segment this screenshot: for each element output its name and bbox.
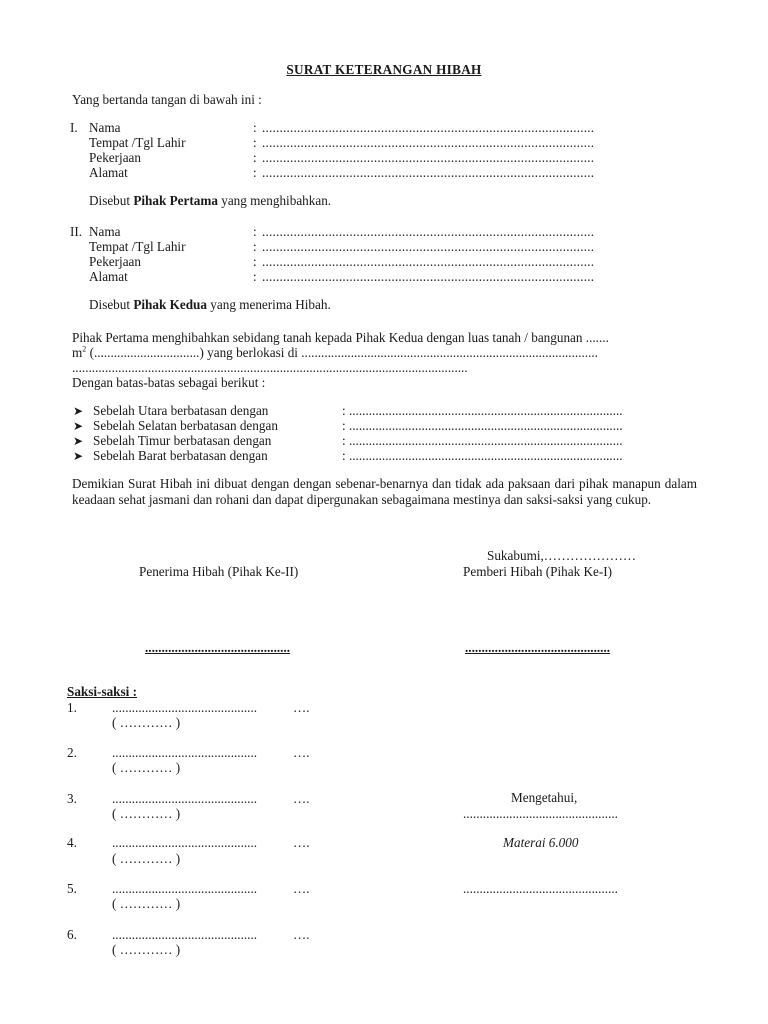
land-line-2	[72, 345, 598, 361]
party1-birth-colon: :	[253, 135, 257, 150]
witness-name-field[interactable]: ............................................	[112, 700, 258, 715]
land-unit-sup: 2	[82, 344, 87, 354]
acknowledge-label: Mengetahui,	[511, 790, 578, 805]
party2-description	[89, 297, 331, 313]
giver-signature-line[interactable]: ............................................	[465, 640, 611, 655]
witness-paren-field[interactable]: ( ………… )	[112, 942, 181, 957]
witness-number: 1.	[67, 700, 77, 715]
witness-signature-field[interactable]: ….	[293, 835, 310, 850]
party2-address-label: Alamat	[89, 269, 128, 284]
witness-name-field[interactable]: ............................................	[112, 927, 258, 942]
witness-signature-field[interactable]: ….	[293, 745, 310, 760]
witness-paren-field[interactable]: ( ………… )	[112, 715, 181, 730]
land-location[interactable]: (................................) yang berlokasi di ..........................................................................................	[86, 345, 598, 360]
witness-signature-field[interactable]: ….	[293, 791, 310, 806]
party2-desc-suffix: yang menerima Hibah.	[206, 297, 331, 312]
party1-birth-field[interactable]: ...............................................................................................	[262, 135, 595, 150]
witness-number: 6.	[67, 927, 77, 942]
witness-paren-field[interactable]: ( ………… )	[112, 896, 181, 911]
party1-description	[89, 193, 331, 209]
party1-address-label: Alamat	[89, 165, 128, 180]
party1-birth-label: Tempat /Tgl Lahir	[89, 135, 186, 150]
closing-paragraph: Demikian Surat Hibah ini dibuat dengan dengan sebenar-benarnya dan tidak ada paksaan dari pihak manapun dalam keadaan sehat jasmani dan rohani dan dapat dipergunakan sebagaimana mestinya dan saksi-saksi yang cukup.	[72, 476, 697, 507]
bullet-arrow-icon: ➤	[73, 434, 84, 448]
document-title: SURAT KETERANGAN HIBAH	[286, 62, 482, 77]
land-line-1: Pihak Pertama menghibahkan sebidang tanah kepada Pihak Kedua dengan luas tanah / bangunan .......	[72, 330, 609, 345]
boundary-north-label: Sebelah Utara berbatasan dengan	[93, 403, 269, 418]
boundary-east-label: Sebelah Timur berbatasan dengan	[93, 433, 272, 448]
bullet-arrow-icon: ➤	[73, 419, 84, 433]
party2-birth-colon: :	[253, 239, 257, 254]
witness-name-field[interactable]: ............................................	[112, 835, 258, 850]
witness-number: 5.	[67, 881, 77, 896]
witness-name-field[interactable]: ............................................	[112, 881, 258, 896]
party2-birth-label: Tempat /Tgl Lahir	[89, 239, 186, 254]
witness-paren-field[interactable]: ( ………… )	[112, 760, 181, 775]
party1-job-label: Pekerjaan	[89, 150, 141, 165]
witness-signature-field[interactable]: ….	[293, 700, 310, 715]
witness-paren-field[interactable]: ( ………… )	[112, 806, 181, 821]
party2-name-field[interactable]: ...............................................................................................	[262, 224, 595, 239]
party2-address-field[interactable]: ...............................................................................................	[262, 269, 595, 284]
witness-paren-field[interactable]: ( ………… )	[112, 851, 181, 866]
boundary-east-field[interactable]: : ...................................................................................	[342, 433, 623, 448]
party2-job-label: Pekerjaan	[89, 254, 141, 269]
boundary-south-field[interactable]: : ...................................................................................	[342, 418, 623, 433]
witness-signature-field[interactable]: ….	[293, 927, 310, 942]
witnesses-heading: Saksi-saksi :	[67, 684, 137, 699]
party1-address-colon: :	[253, 165, 257, 180]
receiver-label: Penerima Hibah (Pihak Ke-II)	[139, 564, 299, 579]
party1-name-label: Nama	[89, 120, 121, 135]
party2-job-field[interactable]: ...............................................................................................	[262, 254, 595, 269]
acknowledge-line-2[interactable]: ...............................................	[463, 881, 618, 896]
acknowledge-line-1[interactable]: ...............................................	[463, 806, 618, 821]
party2-roman: II.	[70, 224, 83, 239]
boundary-south-label: Sebelah Selatan berbatasan dengan	[93, 418, 278, 433]
party1-roman: I.	[70, 120, 78, 135]
intro-text: Yang bertanda tangan di bawah ini :	[72, 92, 262, 107]
witness-name-field[interactable]: ............................................	[112, 745, 258, 760]
party1-desc-suffix: yang menghibahkan.	[217, 193, 332, 208]
party2-job-colon: :	[253, 254, 257, 269]
witness-number: 4.	[67, 835, 77, 850]
boundary-north-field[interactable]: : ...................................................................................	[342, 403, 623, 418]
receiver-signature-line[interactable]: ............................................	[145, 640, 291, 655]
boundary-west-label: Sebelah Barat berbatasan dengan	[93, 448, 268, 463]
witness-name-field[interactable]: ............................................	[112, 791, 258, 806]
party2-desc-prefix: Disebut	[89, 297, 134, 312]
witness-signature-field[interactable]: ….	[293, 881, 310, 896]
party2-desc-bold: Pihak Kedua	[133, 297, 207, 312]
land-line-3[interactable]: ........................................................................................................................	[72, 360, 468, 375]
giver-label: Pemberi Hibah (Pihak Ke-I)	[463, 564, 613, 579]
party2-name-label: Nama	[89, 224, 121, 239]
boundary-west-field[interactable]: : ...................................................................................	[342, 448, 623, 463]
party1-address-field[interactable]: ...............................................................................................	[262, 165, 595, 180]
party1-name-field[interactable]: ...............................................................................................	[262, 120, 595, 135]
party1-name-colon: :	[253, 120, 257, 135]
witness-number: 3.	[67, 791, 77, 806]
bullet-arrow-icon: ➤	[73, 449, 84, 463]
party1-job-colon: :	[253, 150, 257, 165]
party2-address-colon: :	[253, 269, 257, 284]
witness-number: 2.	[67, 745, 77, 760]
place-date[interactable]: Sukabumi,…………………	[487, 548, 637, 563]
party1-job-field[interactable]: ...............................................................................................	[262, 150, 595, 165]
party2-name-colon: :	[253, 224, 257, 239]
land-unit: m	[72, 345, 83, 360]
party2-birth-field[interactable]: ...............................................................................................	[262, 239, 595, 254]
party1-desc-bold: Pihak Pertama	[133, 193, 218, 208]
party1-desc-prefix: Disebut	[89, 193, 134, 208]
boundaries-intro: Dengan batas-batas sebagai berikut :	[72, 375, 266, 390]
bullet-arrow-icon: ➤	[73, 404, 84, 418]
stamp-label: Materai 6.000	[503, 835, 579, 850]
